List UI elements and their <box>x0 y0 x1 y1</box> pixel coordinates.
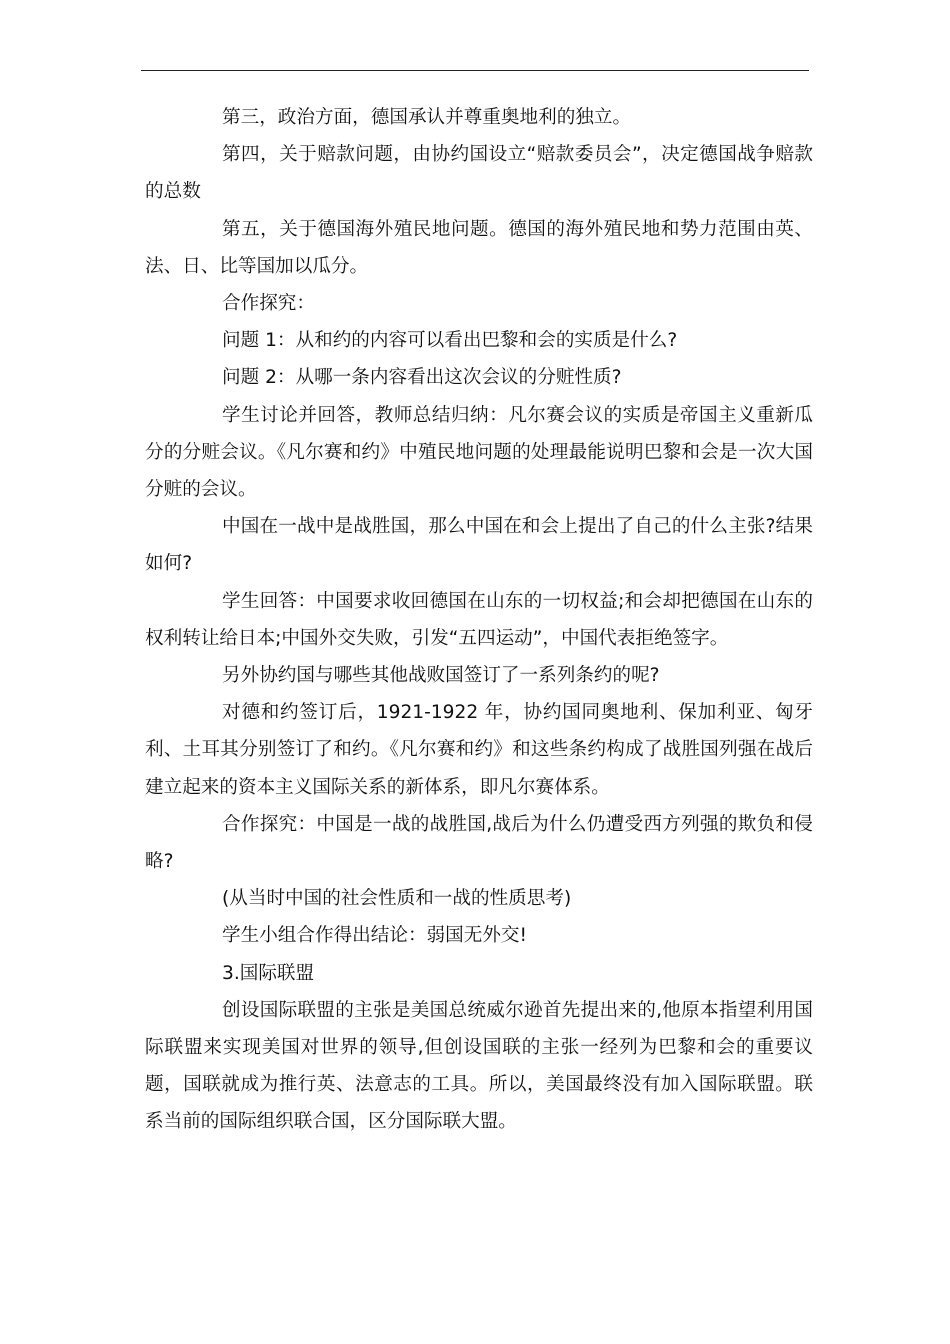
paragraph-colonies: 第五，关于德国海外殖民地问题。德国的海外殖民地和势力范围由英、法、日、比等国加以瓜分。 <box>145 218 813 277</box>
document-body <box>145 99 813 1141</box>
section-heading-league-of-nations: 3.国际联盟 <box>222 962 315 984</box>
paragraph-other-treaties-question: 另外协约国与哪些其他战败国签订了一系列条约的呢? <box>222 665 660 687</box>
paragraph-reparations: 第四，关于赔款问题，由协约国设立“赔款委员会”，决定德国战争赔款的总数 <box>145 144 813 203</box>
paragraph-politics: 第三，政治方面，德国承认并尊重奥地利的独立。 <box>222 107 632 128</box>
paragraph-conclusion: 学生小组合作得出结论：弱国无外交! <box>222 925 527 947</box>
paragraph-cooperative-inquiry-china: 合作探究：中国是一战的战胜国,战后为什么仍遭受西方列强的欺负和侵略? <box>145 813 813 873</box>
paragraph-question-2: 问题 2：从哪一条内容看出这次会议的分赃性质? <box>222 367 622 389</box>
paragraph-versailles-system: 对德和约签订后，1921-1922 年，协约国同奥地利、保加利亚、匈牙利、土耳其分别签订了和约。《凡尔赛和约》和这些条约构成了战胜国列强在战后建立起来的资本主义国际关系的新体系，即凡尔赛体系。 <box>145 702 813 798</box>
paragraph-question-1: 问题 1：从和约的内容可以看出巴黎和会的实质是什么? <box>222 330 678 352</box>
header-rule <box>141 70 809 71</box>
paragraph-league-of-nations: 创设国际联盟的主张是美国总统威尔逊首先提出来的,他原本指望利用国际联盟来实现美国对世界的领导,但创设国联的主张一经列为巴黎和会的重要议题，国联就成为推行英、法意志的工具。所以，美国最终没有加入国际联盟。联系当前的国际组织联合国，区分国际联大盟。 <box>145 999 813 1133</box>
paragraph-cooperative-inquiry-heading: 合作探究： <box>222 293 315 315</box>
paragraph-student-answer: 学生回答：中国要求收回德国在山东的一切权益;和会却把德国在山东的权利转让给日本;中国外交失败，引发“五四运动”，中国代表拒绝签字。 <box>145 590 813 649</box>
paragraph-teacher-summary: 学生讨论并回答，教师总结归纳：凡尔赛会议的实质是帝国主义重新瓜分的分赃会议。《凡尔赛和约》中殖民地问题的处理最能说明巴黎和会是一次大国分赃的会议。 <box>145 404 813 501</box>
paragraph-china-question: 中国在一战中是战胜国，那么中国在和会上提出了自己的什么主张?结果如何? <box>145 516 813 575</box>
paragraph-hint: (从当时中国的社会性质和一战的性质思考) <box>222 888 572 910</box>
